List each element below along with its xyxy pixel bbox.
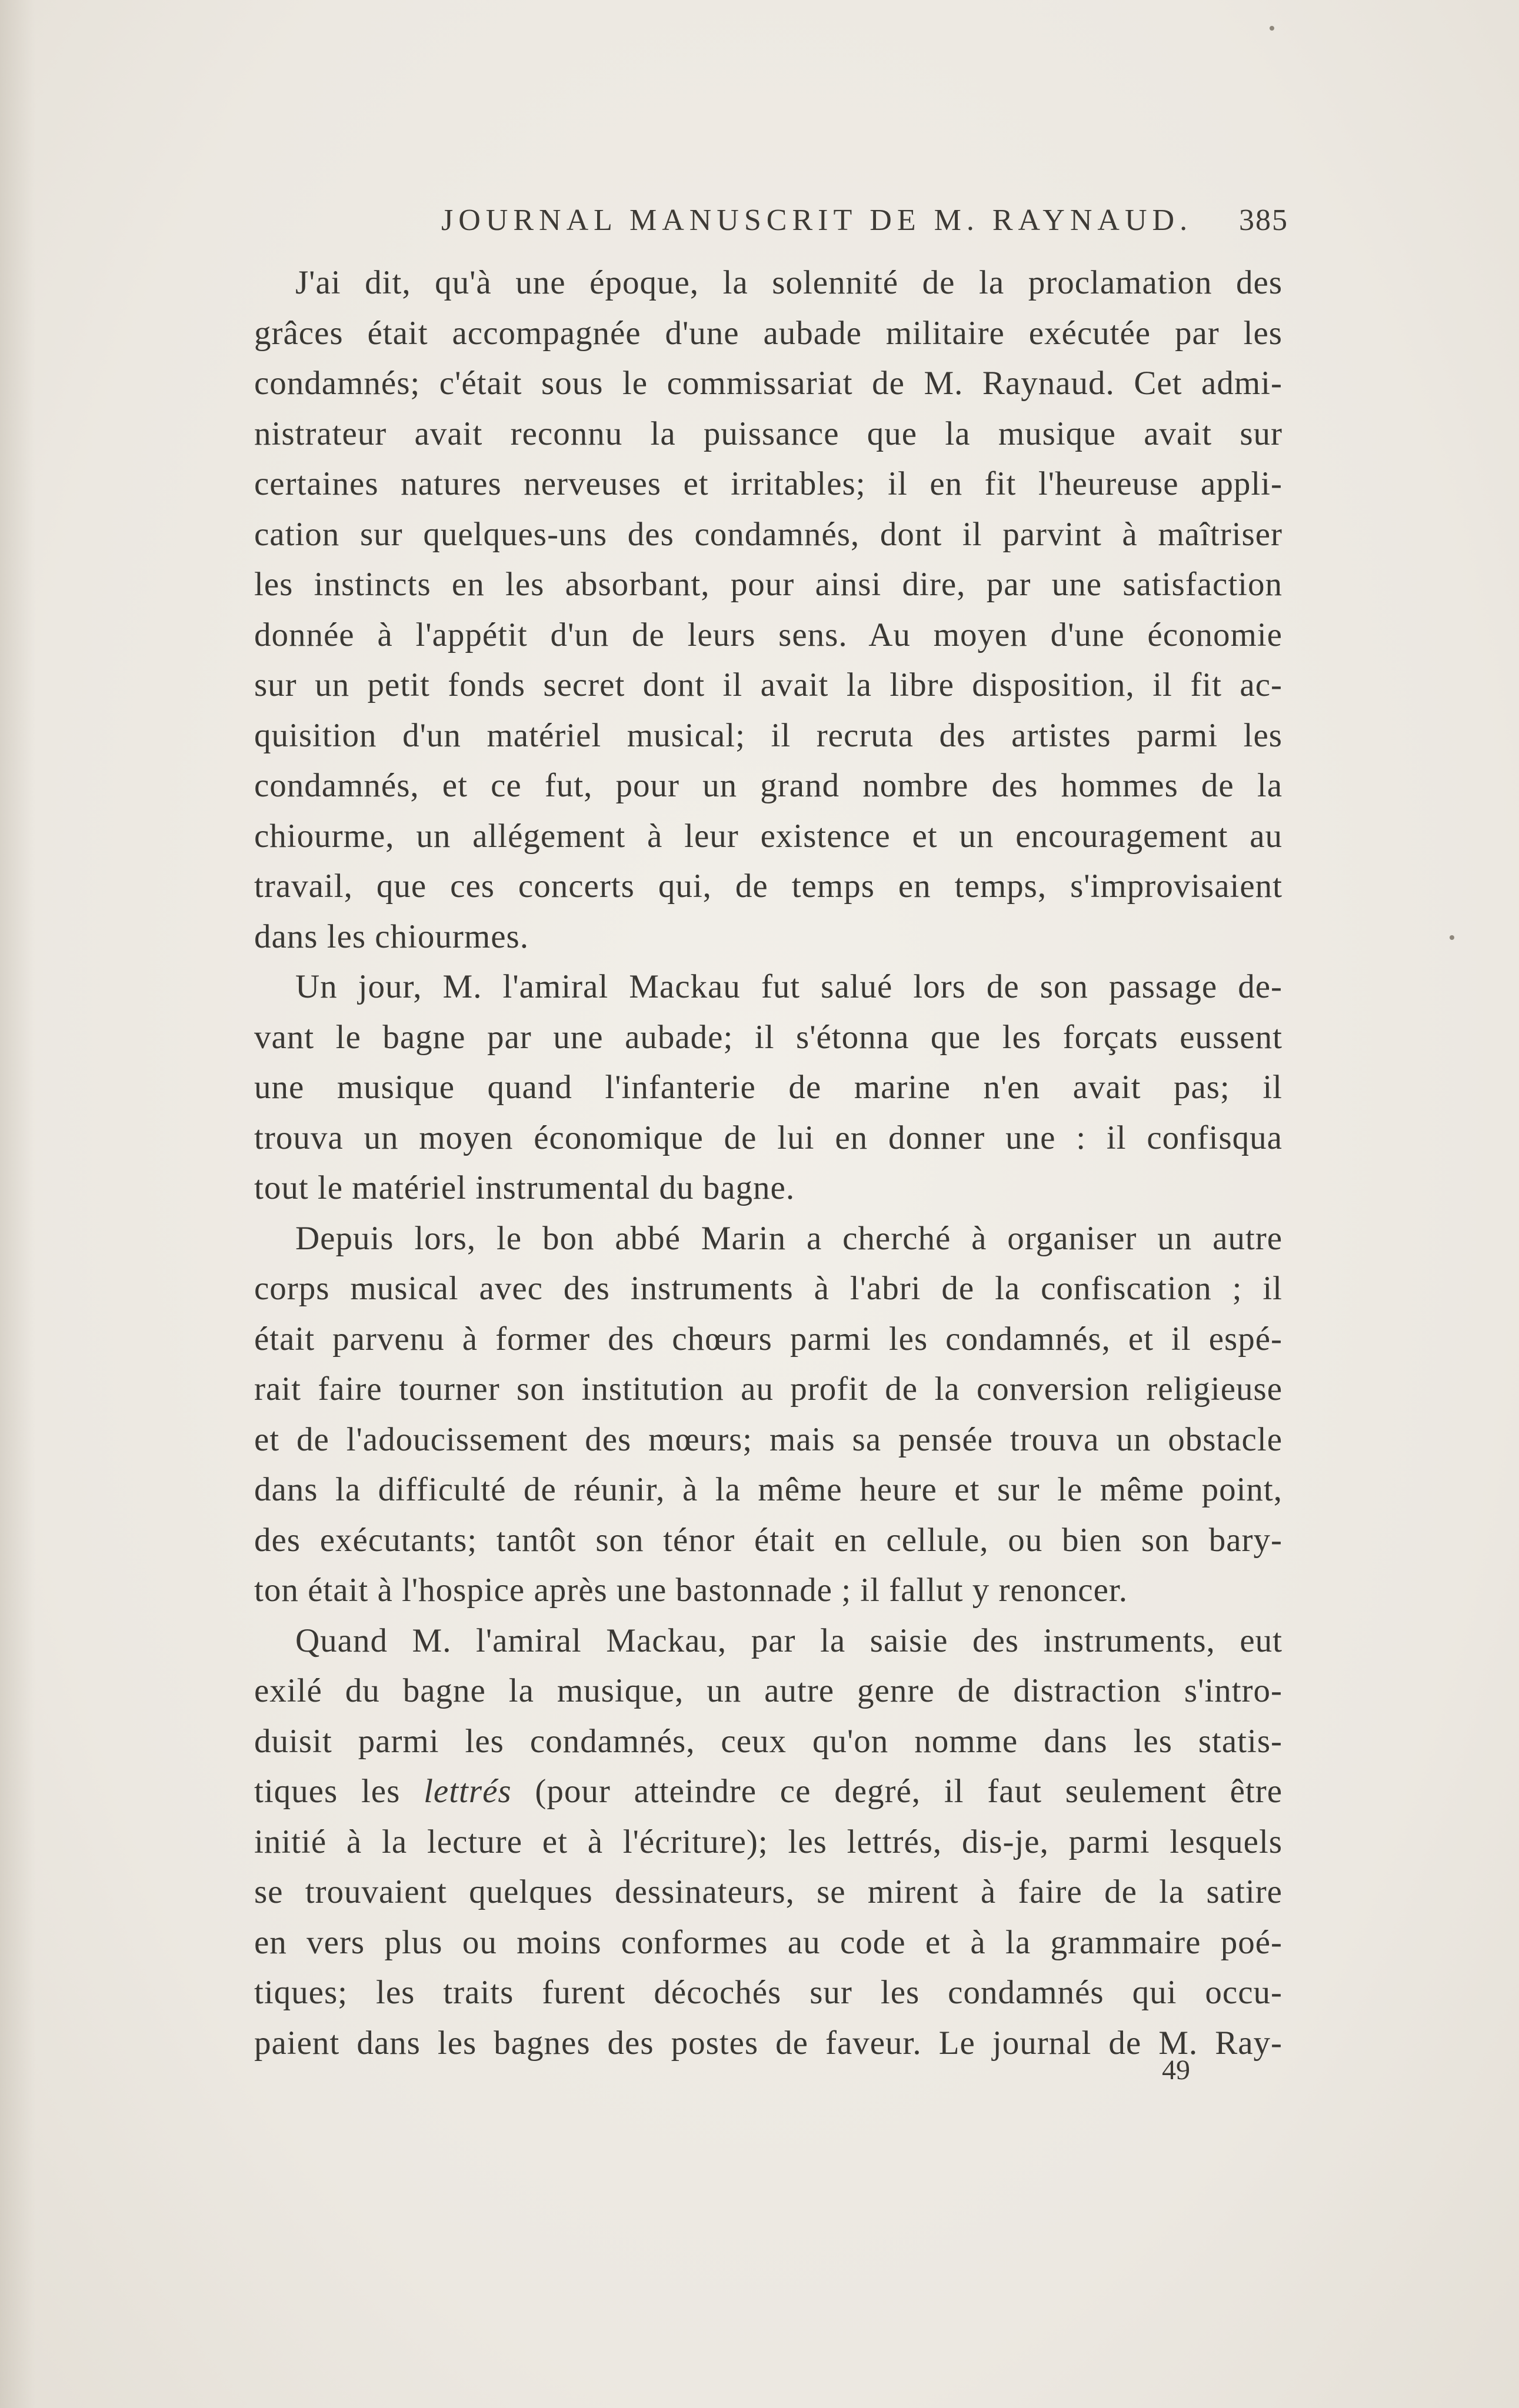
text-line: duisit parmi les condamnés, ceux qu'on nomme dans les statis- [254, 1722, 1283, 1760]
paper-speck [1270, 26, 1274, 31]
text-line: initié à la lecture et à l'écriture); les lettrés, dis-je, parmi lesquels [254, 1823, 1283, 1860]
text-line: condamnés; c'était sous le commissariat de M. Raynaud. Cet admi- [254, 365, 1283, 402]
text-segment: tiques les [254, 1773, 424, 1810]
text-line: travail, que ces concerts qui, de temps en temps, s'improvisaient [254, 868, 1283, 905]
text-line: nistrateur avait reconnu la puissance que la musique avait sur [254, 415, 1283, 452]
text-line: Quand M. l'amiral Mackau, par la saisie des instruments, eut [295, 1622, 1283, 1659]
text-line: vant le bagne par une aubade; il s'étonna que les forçats eussent [254, 1018, 1283, 1056]
text-line: en vers plus ou moins conformes au code et à la grammaire poé- [254, 1923, 1283, 1961]
text-line: Depuis lors, le bon abbé Marin a cherché à organiser un autre [295, 1219, 1283, 1257]
text-line: trouva un moyen économique de lui en donner une : il confisqua [254, 1119, 1283, 1156]
text-line: les instincts en les absorbant, pour ainsi dire, par une satisfaction [254, 566, 1283, 603]
text-line: dans la difficulté de réunir, à la même heure et sur le même point, [254, 1471, 1283, 1508]
text-line-with-italic [254, 1766, 1283, 1817]
text-line: J'ai dit, qu'à une époque, la solennité de la proclamation des [295, 264, 1283, 301]
text-line: rait faire tourner son institution au profit de la conversion religieuse [254, 1370, 1283, 1408]
text-line: Un jour, M. l'amiral Mackau fut salué lors de son passage de- [295, 968, 1283, 1005]
page-edge-shadow [0, 0, 35, 2408]
text-line: certaines natures nerveuses et irritables; il en fit l'heureuse appli- [254, 465, 1283, 502]
text-line: dans les chiourmes. [254, 918, 529, 955]
text-line: une musique quand l'infanterie de marine n'en avait pas; il [254, 1069, 1283, 1106]
text-line: condamnés, et ce fut, pour un grand nombre des hommes de la [254, 767, 1283, 804]
running-head [253, 203, 1288, 250]
paragraph-3 [254, 1213, 1283, 1616]
running-title: JOURNAL MANUSCRIT DE M. RAYNAUD. [441, 204, 1193, 237]
italic-term: lettrés [424, 1773, 512, 1810]
text-line: exilé du bagne la musique, un autre genre de distraction s'intro- [254, 1672, 1283, 1709]
text-line: des exécutants; tantôt son ténor était en cellule, ou bien son bary- [254, 1521, 1283, 1559]
text-line: paient dans les bagnes des postes de faveur. Le journal de M. Ray- [254, 2024, 1283, 2062]
paper-speck [1450, 935, 1454, 940]
page-number: 385 [1239, 204, 1288, 237]
text-line: quisition d'un matériel musical; il recruta des artistes parmi les [254, 716, 1283, 754]
text-line: grâces était accompagnée d'une aubade militaire exécutée par les [254, 314, 1283, 352]
paragraph-1 [254, 258, 1283, 962]
text-line: se trouvaient quelques dessinateurs, se mirent à faire de la satire [254, 1873, 1283, 1910]
body-text [254, 258, 1283, 2068]
text-line: était parvenu à former des chœurs parmi les condamnés, et il espé- [254, 1320, 1283, 1358]
paragraph-4 [254, 1616, 1283, 2069]
text-line: cation sur quelques-uns des condamnés, dont il parvint à maîtriser [254, 515, 1283, 553]
text-line: corps musical avec des instruments à l'abri de la confiscation ; il [254, 1270, 1283, 1307]
text-line: sur un petit fonds secret dont il avait la libre disposition, il fit ac- [254, 666, 1283, 703]
text-line: tiques; les traits furent décochés sur les condamnés qui occu- [254, 1974, 1283, 2011]
text-line: et de l'adoucissement des mœurs; mais sa pensée trouva un obstacle [254, 1420, 1283, 1458]
text-line: donnée à l'appétit d'un de leurs sens. Au moyen d'une économie [254, 616, 1283, 653]
text-segment: (pour atteindre ce degré, il faut seulement être [511, 1773, 1283, 1810]
signature-mark: 49 [1162, 2055, 1190, 2086]
paragraph-2 [254, 962, 1283, 1213]
text-line: ton était à l'hospice après une bastonnade ; il fallut y renoncer. [254, 1572, 1128, 1609]
text-line: chiourme, un allégement à leur existence et un encouragement au [254, 817, 1283, 855]
text-line: tout le matériel instrumental du bagne. [254, 1169, 795, 1206]
